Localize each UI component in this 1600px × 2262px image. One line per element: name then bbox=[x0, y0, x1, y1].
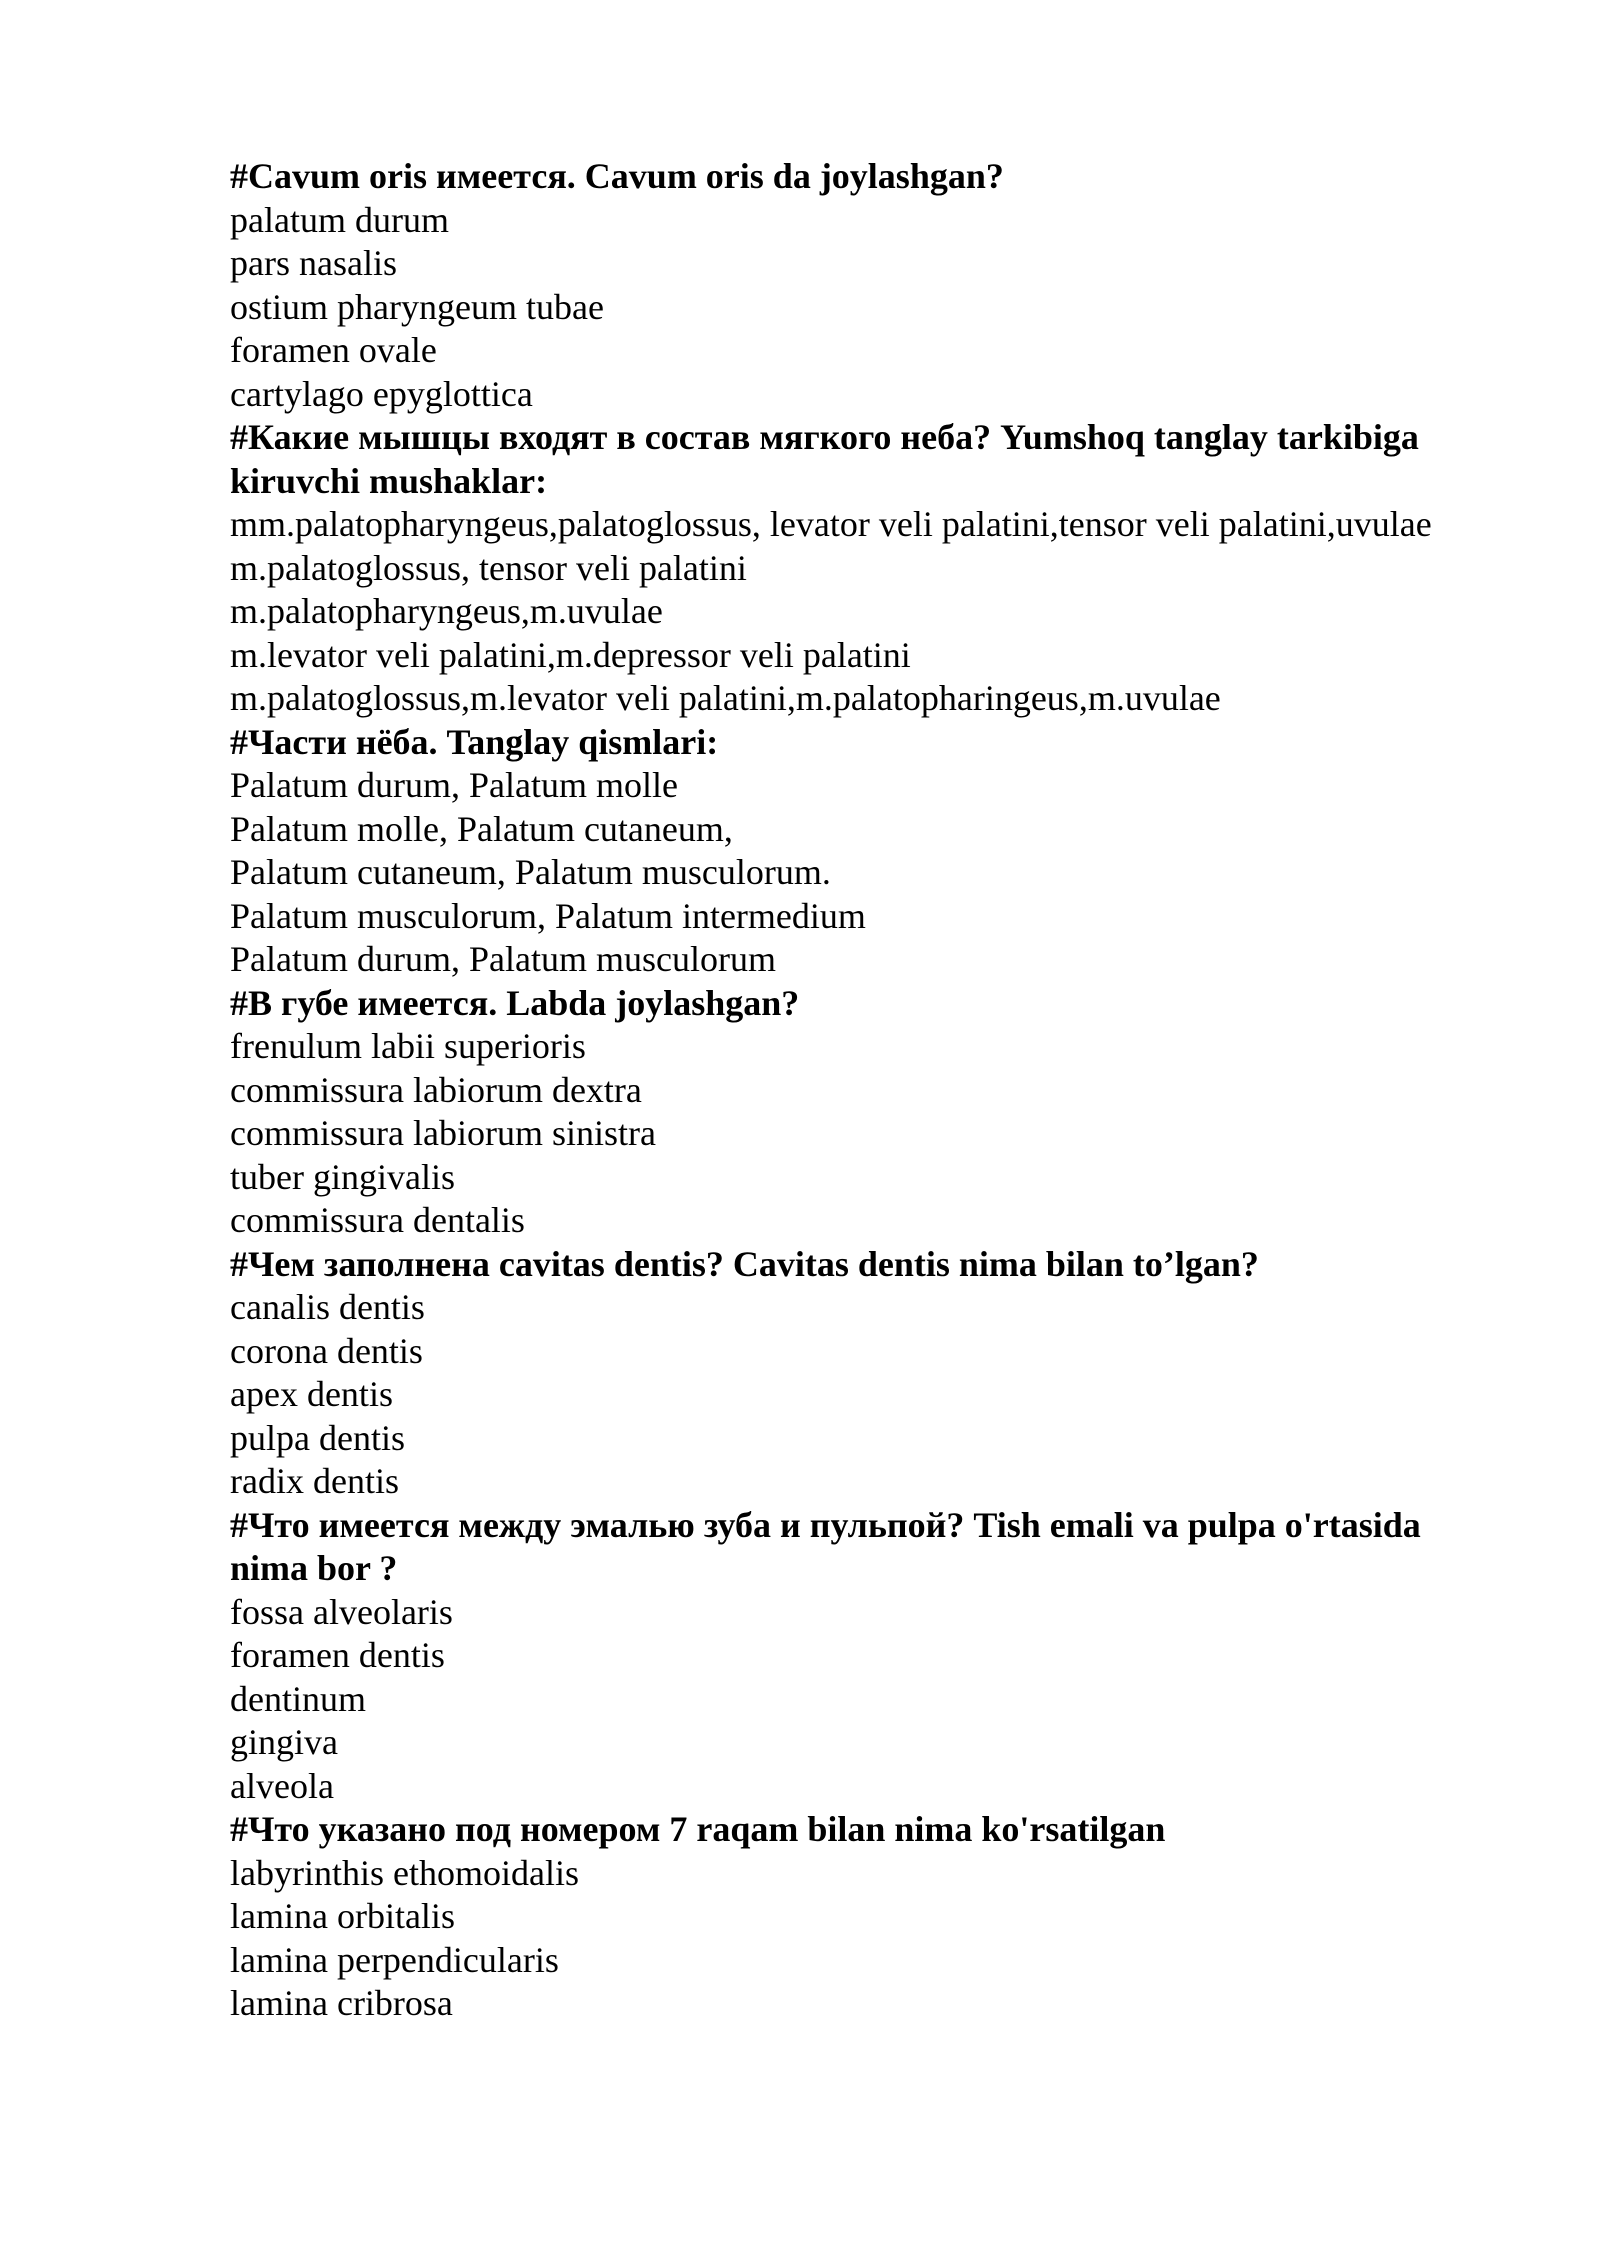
answer-option: m.palatopharyngeus,m.uvulae bbox=[230, 591, 663, 631]
question-heading: #Cavum oris имеется. Cavum oris da joylashgan? bbox=[230, 156, 1004, 196]
answer-option: foramen ovale bbox=[230, 330, 437, 370]
document-page bbox=[230, 155, 1500, 2026]
answer-option: frenulum labii superioris bbox=[230, 1026, 586, 1066]
answer-option: apex dentis bbox=[230, 1374, 393, 1414]
answer-option: tuber gingivalis bbox=[230, 1156, 455, 1197]
question-block bbox=[230, 1504, 1500, 1809]
question-block bbox=[230, 155, 1500, 416]
question-heading: #В губе имеется. Labda joylashgan? bbox=[230, 982, 800, 1023]
question-heading: #Части нёба. Tanglay qismlari: bbox=[230, 721, 719, 762]
question-block bbox=[230, 416, 1500, 721]
question-block bbox=[230, 721, 1500, 982]
answer-option: radix dentis bbox=[230, 1461, 399, 1501]
answer-option: Palatum molle, Palatum cutaneum, bbox=[230, 808, 733, 849]
answer-option: Palatum durum, Palatum musculorum bbox=[230, 939, 776, 979]
answer-option: lamina orbitalis bbox=[230, 1896, 455, 1936]
question-block bbox=[230, 1808, 1500, 2026]
answer-option: m.palatoglossus, tensor veli palatini bbox=[230, 547, 747, 588]
question-heading: #Что указано под номером 7 raqam bilan nima ko'rsatilgan bbox=[230, 1809, 1166, 1849]
question-heading: #Какие мышцы входят в состав мягкого неба? Yumshoq tanglay tarkibiga kiruvchi mushaklar: bbox=[230, 417, 1419, 501]
answer-option: ostium pharyngeum tubae bbox=[230, 286, 604, 327]
answer-option: m.palatoglossus,m.levator veli palatini,m.palatopharingeus,m.uvulae bbox=[230, 678, 1221, 718]
answer-option: Palatum musculorum, Palatum intermedium bbox=[230, 895, 866, 936]
answer-option: mm.palatopharyngeus,palatoglossus, levator veli palatini,tensor veli palatini,uvulae bbox=[230, 504, 1432, 544]
answer-option: lamina perpendicularis bbox=[230, 1939, 559, 1980]
answer-option: pars nasalis bbox=[230, 243, 397, 283]
answer-option: cartylago epyglottica bbox=[230, 373, 533, 414]
answer-option: pulpa dentis bbox=[230, 1417, 405, 1458]
answer-option: m.levator veli palatini,m.depressor veli palatini bbox=[230, 634, 911, 675]
answer-option: palatum durum bbox=[230, 199, 449, 240]
answer-option: commissura dentalis bbox=[230, 1200, 525, 1240]
answer-option: Palatum durum, Palatum molle bbox=[230, 765, 678, 805]
answer-option: corona dentis bbox=[230, 1330, 423, 1371]
answer-option: commissura labiorum dextra bbox=[230, 1069, 642, 1110]
answer-option: gingiva bbox=[230, 1722, 338, 1762]
answer-option: fossa alveolaris bbox=[230, 1591, 453, 1632]
answer-option: lamina cribrosa bbox=[230, 1983, 453, 2023]
answer-option: commissura labiorum sinistra bbox=[230, 1113, 656, 1153]
question-heading: #Что имеется между эмалью зуба и пульпой? Tish emali va pulpa o'rtasida nima bor ? bbox=[230, 1504, 1421, 1588]
answer-option: alveola bbox=[230, 1765, 334, 1806]
answer-option: Palatum cutaneum, Palatum musculorum. bbox=[230, 852, 831, 892]
question-block bbox=[230, 1243, 1500, 1504]
answer-option: labyrinthis ethomoidalis bbox=[230, 1852, 579, 1893]
question-heading: #Чем заполнена cavitas dentis? Cavitas dentis nima bilan to’lgan? bbox=[230, 1243, 1259, 1284]
question-block bbox=[230, 982, 1500, 1243]
answer-option: dentinum bbox=[230, 1678, 366, 1719]
answer-option: canalis dentis bbox=[230, 1287, 425, 1327]
answer-option: foramen dentis bbox=[230, 1635, 445, 1675]
